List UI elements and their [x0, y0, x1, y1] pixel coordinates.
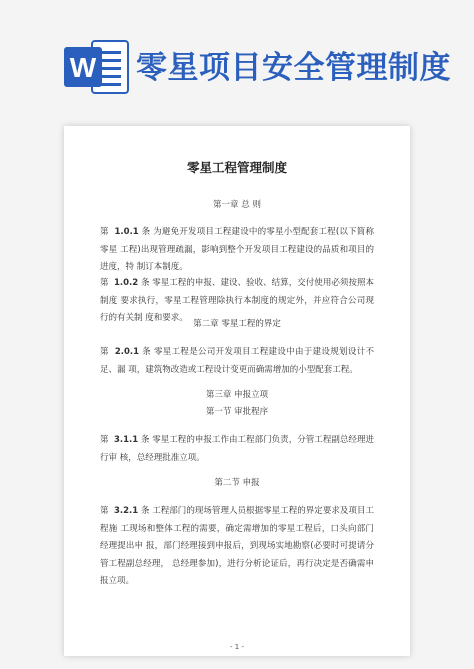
clause-number: 1.0.1	[114, 227, 139, 237]
clause-text: 条 零星工程的申报工作由工程部门负责，分管工程副总经理进行审 核，总经理批准立项。	[100, 435, 374, 463]
clause-number: 3.1.1	[114, 435, 139, 445]
clause-number: 2.0.1	[114, 347, 140, 357]
clause-text: 条 工程部门的现场管理人员根据零星工程的界定要求及项目工程施 工现场和整体工程的需要，确定需增加的零星工程后，口头向部门经理提出申 报，部门经理接到申报后，到现场实地勘察(必要时可提请分管工程副总经理， 总经理参加)，进行分析论证后，再行决定是否确需申报立项。	[100, 506, 374, 586]
document-page	[64, 126, 410, 656]
chapter-heading: 第三章 申报立项	[205, 390, 269, 400]
chapter-heading: 第一章 总 则	[213, 200, 261, 210]
clause-number: 1.0.2	[114, 278, 139, 288]
banner-title: 零星项目安全管理制度	[136, 50, 451, 86]
document-title: 零星工程管理制度	[186, 160, 287, 175]
clause-prefix: 第	[100, 506, 109, 516]
word-logo-icon	[62, 33, 130, 101]
paragraph	[100, 503, 374, 591]
clause-prefix: 第	[100, 227, 109, 237]
banner	[0, 0, 474, 100]
word-logo-letter: W	[69, 52, 97, 83]
clause-prefix: 第	[100, 347, 109, 357]
paragraph	[100, 224, 374, 277]
page-number: - 1 -	[230, 643, 244, 651]
clause-prefix: 第	[100, 278, 109, 288]
clause-text: 条 零星工程是公司开发项目工程建设中由于建设规划设计不足、漏 项，建筑物改造或工程设计变更而确需增加的小型配套工程。	[100, 347, 375, 375]
clause-number: 3.2.1	[114, 506, 139, 516]
section-heading: 第二节 申报	[214, 478, 260, 488]
chapter-heading: 第二章 零星工程的界定	[193, 319, 281, 329]
section-heading: 第一节 审批程序	[205, 407, 269, 417]
paragraph	[100, 432, 374, 467]
paragraph	[100, 344, 374, 379]
clause-text: 条 零星工程的申报、建设、验收、结算，交付使用必须按照本制度 要求执行，零星工程管理除执行本制度的规定外，并应符合公司现行的有关制 度和要求。	[100, 278, 374, 323]
clause-prefix: 第	[100, 435, 109, 445]
clause-text: 条 为避免开发项目工程建设中的零星小型配套工程(以下简称零星 工程)出现管理疏漏，影响到整个开发项目工程建设的品质和项目的进度，特 制订本制度。	[100, 227, 374, 272]
